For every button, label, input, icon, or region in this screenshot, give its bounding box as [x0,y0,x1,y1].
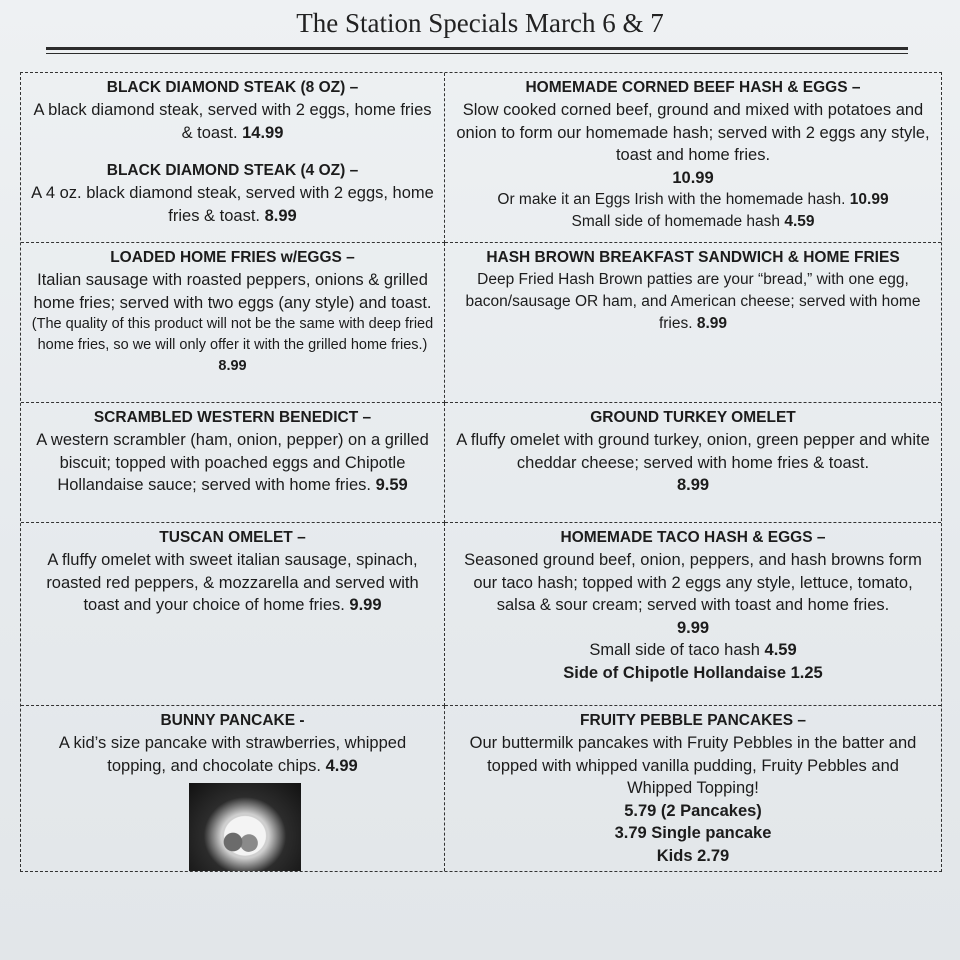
menu-item-loaded-home-fries [21,243,445,403]
item-description: Slow cooked corned beef, ground and mixed with potatoes and onion to form our homemade hash; served with 2 eggs any style, toast and home fries. [456,101,930,164]
item-name: HOMEMADE CORNED BEEF HASH & EGGS – [525,79,861,96]
item-price: 9.99 [349,596,382,614]
item-note: (The quality of this product will not be the same with deep fried home fries, so we will only offer it with the grilled home fries.) 8.99 [31,316,434,374]
item-description: A kid’s size pancake with strawberries, whipped topping, and chocolate chips. 4.99 [58,734,407,775]
item-description: A western scrambler (ham, onion, pepper) on a grilled biscuit; topped with poached eggs and Chipotle Hollandaise sauce; served with home fries. 9.59 [36,431,429,494]
specials-table [20,72,942,872]
title-rule-thin [46,53,908,54]
item-name: SCRAMBLED WESTERN BENEDICT – [93,409,372,426]
item-description: A 4 oz. black diamond steak, served with 2 eggs, home fries & toast. 8.99 [31,184,434,225]
item-name: HASH BROWN BREAKFAST SANDWICH & HOME FRIES [486,249,900,266]
menu-item-bunny-pancake [21,706,445,871]
item-name: LOADED HOME FRIES w/EGGS – [110,249,355,266]
item-description: Italian sausage with roasted peppers, onions & grilled home fries; served with two eggs (any style) and toast. [33,271,432,312]
menu-item-black-diamond-steak [21,73,445,243]
menu-item-scrambled-western-benedict [21,403,445,523]
menu-item-hash-brown-sandwich [445,243,941,403]
item-price-kids: Kids 2.79 [656,846,730,865]
item-option: Or make it an Eggs Irish with the homemade hash. 10.99 [497,191,889,208]
item-price: 9.59 [375,476,408,494]
item-price: 4.99 [325,756,358,775]
item-description: Our buttermilk pancakes with Fruity Pebbles in the batter and topped with whipped vanilla pudding, Fruity Pebbles and Whipped Topping! [469,734,917,797]
item-name: BLACK DIAMOND STEAK (4 OZ) – [106,162,359,179]
menu-item-fruity-pebble-pancakes [445,706,941,871]
page-title: The Station Specials March 6 & 7 [296,8,664,38]
menu-item-tuscan-omelet [21,523,445,706]
item-name: BLACK DIAMOND STEAK (8 OZ) – [106,79,359,96]
item-side: Small side of homemade hash 4.59 [571,213,815,230]
item-name: FRUITY PEBBLE PANCAKES – [580,712,806,729]
item-description: A black diamond steak, served with 2 eggs, home fries & toast. 14.99 [33,101,432,142]
item-side: Small side of taco hash 4.59 [589,641,797,659]
item-price: 8.99 [676,476,710,494]
menu-item-ground-turkey-omelet [445,403,941,523]
item-price: 14.99 [242,123,284,142]
item-price: 9.99 [676,618,710,637]
item-price-two: 5.79 (2 Pancakes) [624,801,762,820]
title-rule [46,47,908,50]
item-description: A fluffy omelet with ground turkey, onion, green pepper and white cheddar cheese; served with home fries & toast. [456,431,930,472]
item-price: 8.99 [264,206,297,225]
item-price-single: 3.79 Single pancake [614,824,772,842]
item-price: 8.99 [218,358,247,374]
item-price: 8.99 [696,315,728,332]
item-description: A fluffy omelet with sweet italian sausage, spinach, roasted red peppers, & mozzarella and served with toast and your choice of home fries. 9.99 [46,551,419,614]
item-name: GROUND TURKEY OMELET [590,409,796,426]
item-name: BUNNY PANCAKE - [160,712,305,729]
item-name: TUSCAN OMELET – [159,529,306,546]
menu-item-corned-beef-hash [445,73,941,243]
pancake-photo [189,783,301,871]
item-price: 10.99 [672,168,714,187]
menu-item-taco-hash [445,523,941,706]
item-name: HOMEMADE TACO HASH & EGGS – [560,529,826,546]
item-description: Seasoned ground beef, onion, peppers, and hash browns form our taco hash; topped with 2 eggs any style, lettuce, tomato, salsa & sour cream; served with toast and home fries. [464,551,922,614]
item-extra: Side of Chipotle Hollandaise 1.25 [563,663,823,682]
item-description: Deep Fried Hash Brown patties are your “bread,” with one egg, bacon/sausage OR ham, and American cheese; served with home fries. 8.99 [465,271,921,332]
